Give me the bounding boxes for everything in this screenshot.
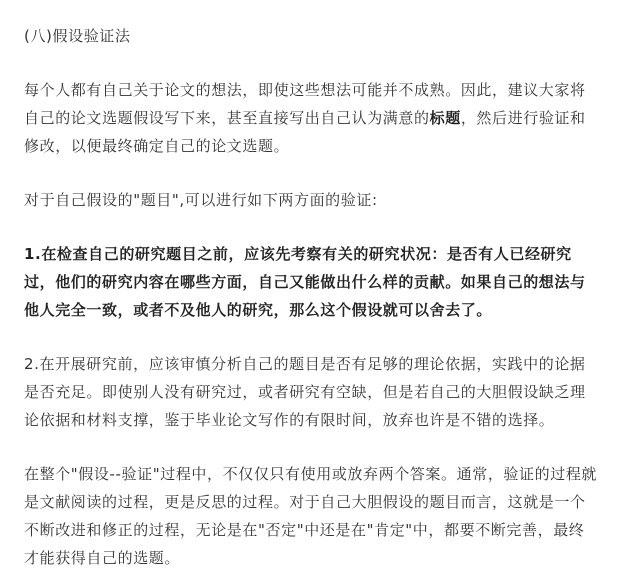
paragraph-intro-text-1: 每个人都有自己关于论文的想法，即使这些想法可能并不成熟。因此，建议大家将自己的论文选题假设写下来，甚至直接写出自己认为满意的 <box>24 81 586 127</box>
paragraph-conclusion: 在整个"假设--验证"过程中，不仅仅只有使用或放弃两个答案。通常，验证的过程就是文献阅读的过程，更是反思的过程。对于自己大胆假设的题目而言，这就是一个不断改进和修正的过程，无论是在"否定"中还是在"肯定"中，都要不断完善，最终才能获得自己的选题。 <box>24 465 598 567</box>
paragraph-intro <box>24 76 598 160</box>
bold-keyword: 标题 <box>429 109 461 127</box>
paragraph-verification-lead: 对于自己假设的"题目",可以进行如下两方面的验证: <box>24 191 378 209</box>
paragraph-point-2: 2.在开展研究前，应该审慎分析自己的题目是否有足够的理论依据，实践中的论据是否充足。即使别人没有研究过，或者研究有空缺，但是若自己的大胆假设缺乏理论依据和材料支撑，鉴于毕业论文写作的有限时间，放弃也许是不错的选择。 <box>24 355 586 429</box>
paragraph-intro-text-2: ，然后进行验证和修改，以便最终确定自己的论文选题。 <box>24 109 586 155</box>
section-title: (八)假设验证法 <box>24 27 131 45</box>
paragraph-point-1: 1.在检查自己的研究题目之前，应该先考察有关的研究状况：是否有人已经研究过，他们的研究内容在哪些方面，自己又能做出什么样的贡献。如果自己的想法与他人完全一致，或者不及他人的研究，那么这个假设就可以舍去了。 <box>24 245 586 319</box>
